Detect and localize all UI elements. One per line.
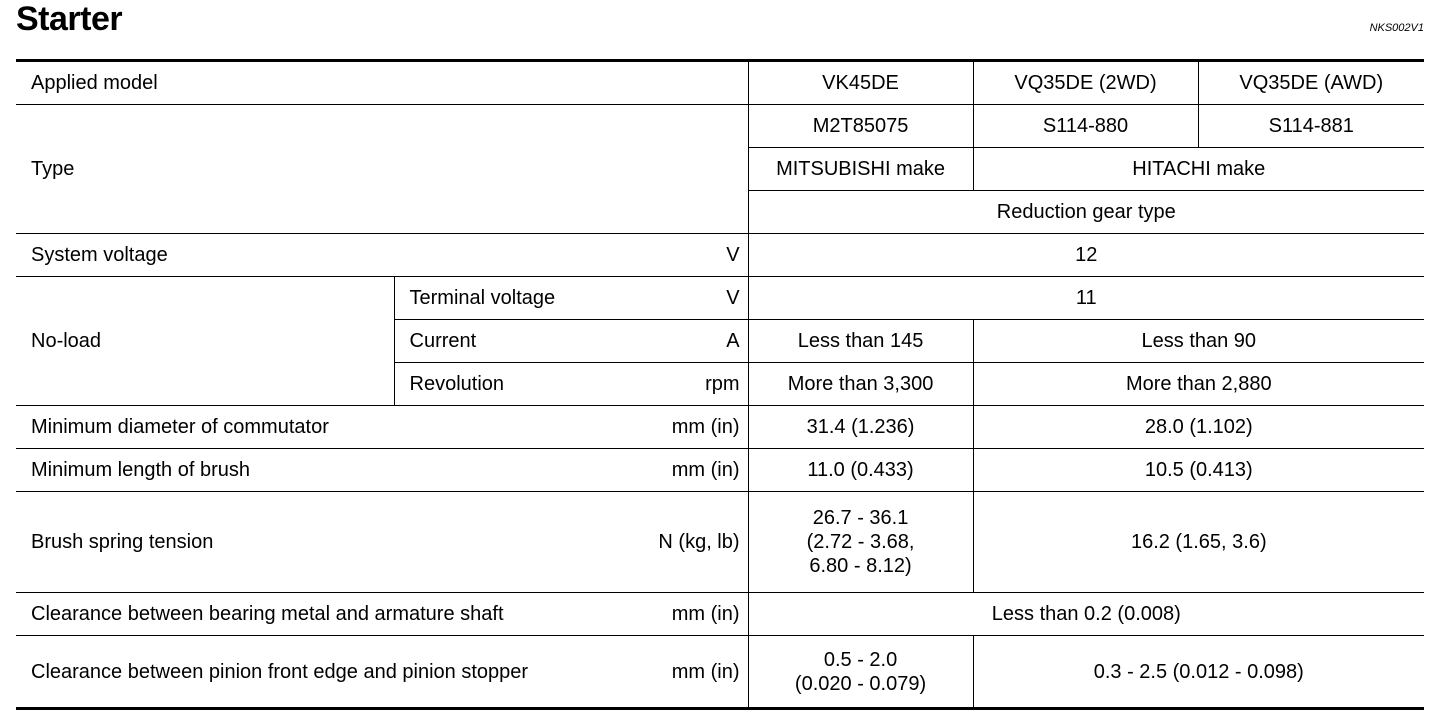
type-part-number-vq35de-awd: S114-881 xyxy=(1198,105,1424,148)
clearance-pinion-value-mitsubishi: 0.5 - 2.0 (0.020 - 0.079) xyxy=(748,636,973,709)
min-length-value-mitsubishi: 11.0 (0.433) xyxy=(748,449,973,492)
row-clearance-pinion xyxy=(16,636,1424,709)
row-min-diameter-commutator xyxy=(16,406,1424,449)
type-part-number-vq35de-2wd: S114-880 xyxy=(973,105,1198,148)
clearance-bearing-unit: mm (in) xyxy=(578,593,748,636)
clearance-bearing-value: Less than 0.2 (0.008) xyxy=(748,593,1424,636)
min-diameter-label: Minimum diameter of commutator xyxy=(16,406,578,449)
type-part-number-vk45de: M2T85075 xyxy=(748,105,973,148)
type-make-hitachi: HITACHI make xyxy=(973,148,1424,191)
min-length-value-hitachi: 10.5 (0.413) xyxy=(973,449,1424,492)
min-diameter-unit: mm (in) xyxy=(578,406,748,449)
min-diameter-value-mitsubishi: 31.4 (1.236) xyxy=(748,406,973,449)
model-vq35de-2wd: VQ35DE (2WD) xyxy=(973,61,1198,105)
row-type-part-numbers xyxy=(16,105,1424,148)
row-brush-spring-tension xyxy=(16,492,1424,593)
min-diameter-value-hitachi: 28.0 (1.102) xyxy=(973,406,1424,449)
terminal-voltage-value: 11 xyxy=(748,277,1424,320)
system-voltage-unit: V xyxy=(578,234,748,277)
current-label: Current xyxy=(394,320,578,363)
row-applied-model xyxy=(16,61,1424,105)
brush-spring-label: Brush spring tension xyxy=(16,492,578,593)
brush-spring-value-mitsubishi: 26.7 - 36.1 (2.72 - 3.68, 6.80 - 8.12) xyxy=(748,492,973,593)
system-voltage-label: System voltage xyxy=(16,234,578,277)
system-voltage-value: 12 xyxy=(748,234,1424,277)
page-title: Starter xyxy=(16,0,123,38)
min-length-unit: mm (in) xyxy=(578,449,748,492)
row-min-length-brush xyxy=(16,449,1424,492)
type-label: Type xyxy=(16,105,748,234)
model-vk45de: VK45DE xyxy=(748,61,973,105)
current-unit: A xyxy=(578,320,748,363)
brush-spring-value-hitachi: 16.2 (1.65, 3.6) xyxy=(973,492,1424,593)
revolution-value-mitsubishi: More than 3,300 xyxy=(748,363,973,406)
revolution-unit: rpm xyxy=(578,363,748,406)
terminal-voltage-label: Terminal voltage xyxy=(394,277,578,320)
model-vq35de-awd: VQ35DE (AWD) xyxy=(1198,61,1424,105)
applied-model-label: Applied model xyxy=(16,61,748,105)
clearance-pinion-value-hitachi: 0.3 - 2.5 (0.012 - 0.098) xyxy=(973,636,1424,709)
min-length-label: Minimum length of brush xyxy=(16,449,578,492)
type-gear-type: Reduction gear type xyxy=(748,191,1424,234)
row-no-load-terminal-voltage xyxy=(16,277,1424,320)
revolution-label: Revolution xyxy=(394,363,578,406)
revolution-value-hitachi: More than 2,880 xyxy=(973,363,1424,406)
document-code: NKS002V1 xyxy=(1369,22,1424,34)
clearance-pinion-unit: mm (in) xyxy=(578,636,748,709)
row-clearance-bearing xyxy=(16,593,1424,636)
current-value-hitachi: Less than 90 xyxy=(973,320,1424,363)
starter-spec-table xyxy=(16,59,1424,710)
clearance-bearing-label: Clearance between bearing metal and armature shaft xyxy=(16,593,578,636)
current-value-mitsubishi: Less than 145 xyxy=(748,320,973,363)
terminal-voltage-unit: V xyxy=(578,277,748,320)
clearance-pinion-label: Clearance between pinion front edge and pinion stopper xyxy=(16,636,578,709)
no-load-label: No-load xyxy=(16,277,394,406)
brush-spring-unit: N (kg, lb) xyxy=(578,492,748,593)
row-system-voltage xyxy=(16,234,1424,277)
type-make-mitsubishi: MITSUBISHI make xyxy=(748,148,973,191)
